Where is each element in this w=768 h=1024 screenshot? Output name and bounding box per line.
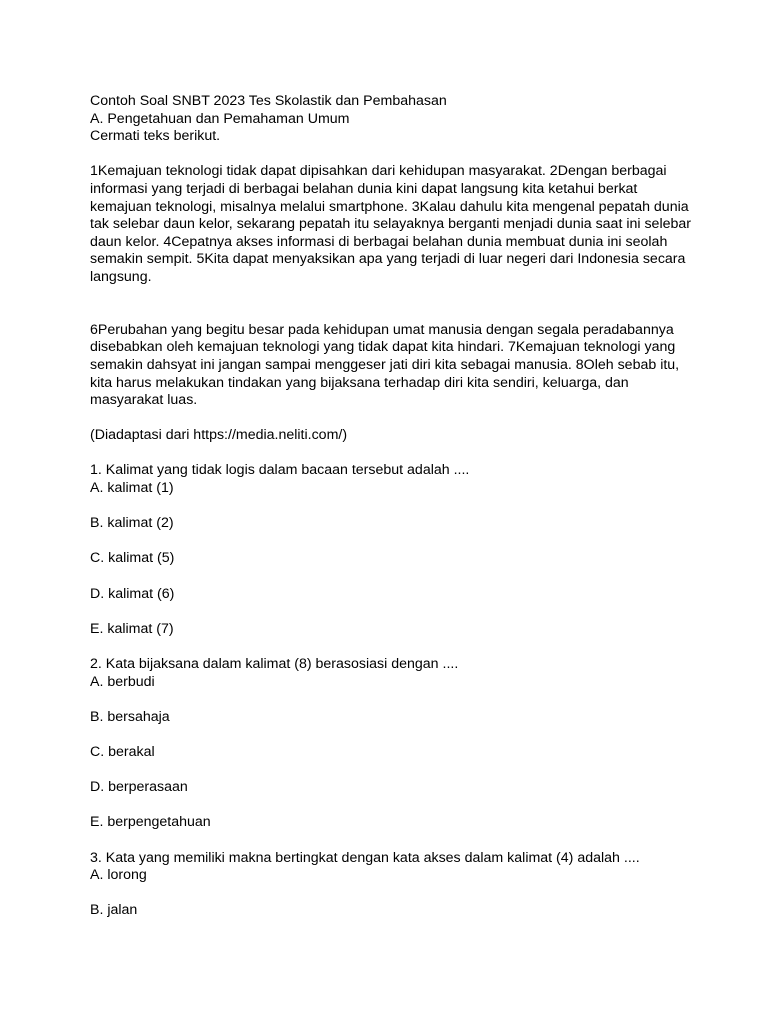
question-text: 3. Kata yang memiliki makna bertingkat dengan kata akses dalam kalimat (4) adalah .... (90, 849, 640, 866)
passage-paragraph-1 (90, 163, 690, 286)
answer-option: B. bersahaja (90, 708, 170, 725)
instruction-text: Cermati teks berikut. (90, 128, 221, 145)
answer-option: E. berpengetahuan (90, 814, 211, 831)
passage-source: (Diadaptasi dari https://media.neliti.com/) (90, 427, 348, 444)
section-heading: A. Pengetahuan dan Pemahaman Umum (90, 110, 350, 127)
question-1 (90, 462, 690, 638)
passage-line: semakin dahsyat ini jangan sampai menggeser jati diri kita sebagai manusia. 8Oleh sebab itu, (90, 356, 680, 373)
answer-option: C. kalimat (5) (90, 550, 175, 567)
question-text: 1. Kalimat yang tidak logis dalam bacaan tersebut adalah .... (90, 462, 470, 479)
answer-option: B. kalimat (2) (90, 515, 174, 532)
passage-line: masyarakat luas. (90, 392, 198, 409)
passage-line: langsung. (90, 268, 152, 285)
answer-option: A. kalimat (1) (90, 480, 174, 497)
answer-option: A. berbudi (90, 673, 155, 690)
answer-option: E. kalimat (7) (90, 620, 174, 637)
answer-option: B. jalan (90, 902, 138, 919)
passage-paragraph-2 (90, 322, 690, 410)
passage-line: disebabkan oleh kemajuan teknologi yang tidak dapat kita hindari. 7Kemajuan teknologi yang (90, 339, 676, 356)
passage-line: 1Kemajuan teknologi tidak dapat dipisahkan dari kehidupan masyarakat. 2Dengan berbagai (90, 163, 667, 180)
answer-option: D. berperasaan (90, 779, 188, 796)
answer-option: A. lorong (90, 867, 147, 884)
passage-line: kita harus melakukan tindakan yang bijaksana terhadap diri kita sendiri, keluarga, dan (90, 374, 629, 391)
passage-line: 6Perubahan yang begitu besar pada kehidupan umat manusia dengan segala peradabannya (90, 321, 674, 338)
question-2 (90, 656, 690, 832)
passage-line: semakin sempit. 5Kita dapat menyaksikan apa yang terjadi di luar negeri dari Indonesia secara (90, 251, 686, 268)
passage-line: daun kelor. 4Cepatnya akses informasi di berbagai belahan dunia membuat dunia ini seolah (90, 233, 668, 250)
document-title: Contoh Soal SNBT 2023 Tes Skolastik dan Pembahasan (90, 93, 447, 109)
passage-line: tak selebar daun kelor, sekarang pepatah itu selayaknya berganti menjadi dunia saat ini selebar (90, 216, 691, 233)
answer-option: D. kalimat (6) (90, 585, 175, 602)
passage-line: informasi yang terjadi di berbagai belahan dunia kini dapat langsung kita ketahui berkat (90, 180, 638, 197)
document-page (90, 93, 690, 920)
question-3 (90, 850, 690, 920)
passage-line: kemajuan teknologi, misalnya melalui smartphone. 3Kalau dahulu kita mengenal pepatah dunia (90, 198, 689, 215)
answer-option: C. berakal (90, 743, 155, 760)
question-text: 2. Kata bijaksana dalam kalimat (8) berasosiasi dengan .... (90, 656, 459, 672)
